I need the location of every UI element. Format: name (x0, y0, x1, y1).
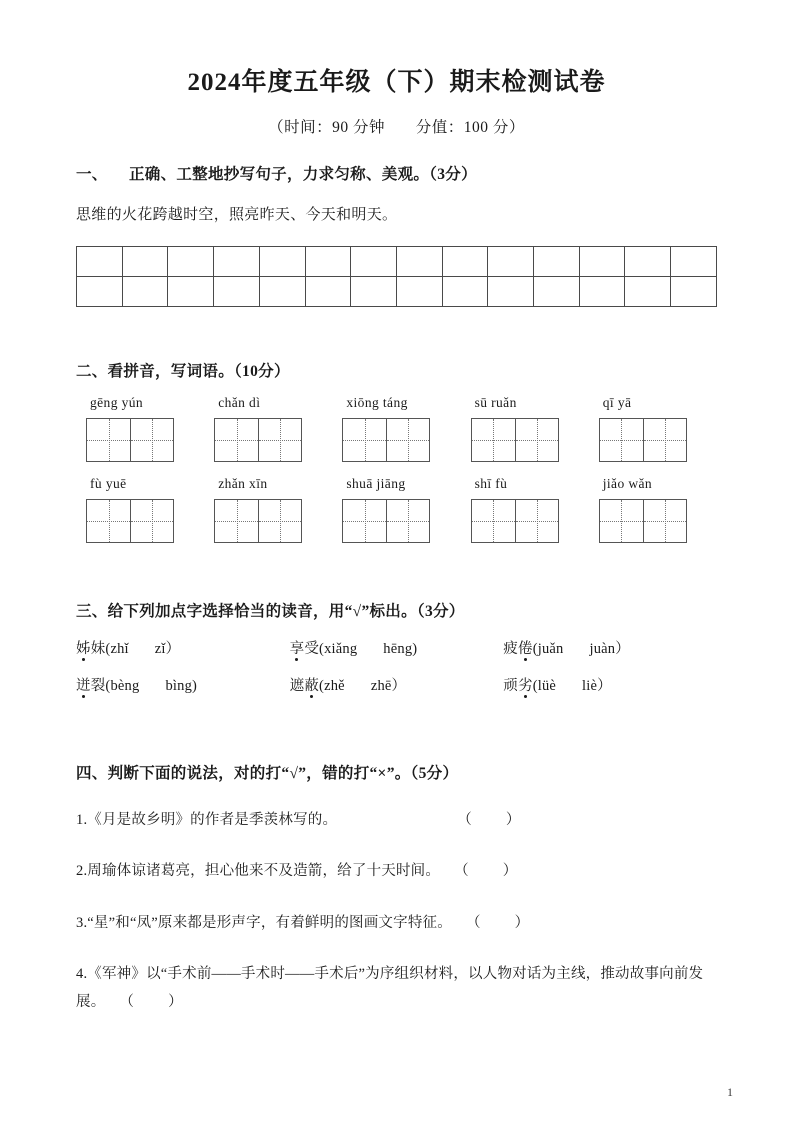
word-char: 妹 (90, 641, 106, 657)
pinyin-word-item (332, 476, 460, 543)
paren-close: ） (597, 678, 612, 694)
handwriting-grid-row (77, 277, 717, 307)
pronunciation-item[interactable] (290, 637, 504, 658)
character-box[interactable] (214, 418, 302, 462)
character-cell[interactable] (215, 419, 258, 461)
pronunciation-item[interactable] (503, 637, 717, 658)
handwriting-cell[interactable] (488, 247, 534, 277)
marked-char: 姊 (76, 637, 91, 658)
pinyin-label: chǎn dì (218, 395, 261, 410)
handwriting-cell[interactable] (77, 247, 123, 277)
pinyin-writing-area (76, 395, 717, 543)
pronunciation-item[interactable] (76, 637, 290, 658)
handwriting-cell[interactable] (168, 247, 214, 277)
section-4-heading: 四、判断下面的说法，对的打“√”，错的打“×”。（5分） (76, 765, 459, 782)
pinyin-label: xiōng táng (346, 395, 408, 410)
handwriting-cell[interactable] (442, 277, 488, 307)
word-char: 受 (304, 641, 320, 657)
paren-close: ） (165, 641, 181, 657)
statement-text: 周瑜体谅诸葛亮，担心他来不及造箭，给了十天时间。 (87, 863, 441, 880)
exam-total-score: 分值：100 分） (415, 119, 525, 136)
item-number: 1. (76, 812, 88, 828)
statement-text: 《军神》以“手术前——手术时——手术后”为序组织材料，以人物对话为主线，推动故事向前发展。 (76, 965, 704, 1011)
character-cell[interactable] (87, 500, 130, 542)
true-false-item[interactable] (76, 806, 717, 834)
paren-close: ） (391, 678, 407, 694)
pronunciation-option[interactable]: liè (582, 678, 598, 694)
character-cell[interactable] (472, 419, 515, 461)
statement-text: “星”和“凤”原来都是形声字，有着鲜明的图画文字特征。 (87, 914, 452, 931)
character-box[interactable] (342, 499, 430, 543)
handwriting-cell[interactable] (534, 277, 580, 307)
pinyin-label: gēng yún (90, 395, 144, 410)
paren-close: ） (615, 641, 630, 657)
pinyin-word-item (204, 476, 332, 543)
pinyin-label: fù yuē (90, 476, 127, 491)
exam-time: （时间：90 分钟 (268, 119, 385, 136)
true-false-item[interactable] (76, 909, 717, 937)
character-cell[interactable] (386, 500, 429, 542)
handwriting-cell[interactable] (625, 277, 671, 307)
pronunciation-option[interactable]: juàn (589, 641, 616, 657)
character-cell[interactable] (258, 419, 301, 461)
answer-blank[interactable]: （ ） (465, 914, 530, 931)
character-box[interactable] (86, 499, 174, 543)
marked-char: 享 (290, 637, 305, 658)
pinyin-label: shuā jiāng (346, 476, 406, 491)
section-1-sentence: 思维的火花跨越时空，照亮昨天、今天和明天。 (76, 207, 398, 223)
handwriting-cell[interactable] (77, 277, 123, 307)
handwriting-cell[interactable] (671, 277, 717, 307)
marked-char: 倦 (518, 637, 533, 658)
marked-char: 蔽 (304, 674, 319, 695)
pinyin-label: jiǎo wǎn (602, 476, 653, 491)
page-title: 2024年度五年级（下）期末检测试卷 (187, 69, 606, 96)
pinyin-word-item (76, 395, 204, 462)
pronunciation-option[interactable]: juǎn (537, 641, 564, 657)
marked-char: 劣 (518, 674, 533, 695)
character-cell[interactable] (87, 419, 130, 461)
pronunciation-item[interactable] (290, 674, 504, 695)
handwriting-grid[interactable] (76, 246, 717, 307)
pinyin-word-item (332, 395, 460, 462)
character-cell[interactable] (472, 500, 515, 542)
pinyin-row-2 (76, 476, 717, 543)
pronunciation-option[interactable]: zhě (324, 678, 345, 694)
pronunciation-item[interactable] (503, 674, 717, 695)
item-number: 3. (76, 914, 88, 931)
character-box[interactable] (599, 418, 687, 462)
pronunciation-item[interactable] (76, 674, 290, 695)
paren-open: ( (105, 678, 111, 694)
statement-text: 《月是故乡明》的作者是季羡林写的。 (87, 812, 338, 828)
character-box[interactable] (86, 418, 174, 462)
handwriting-cell[interactable] (259, 247, 305, 277)
true-false-item[interactable] (76, 857, 717, 885)
item-number: 4. (76, 965, 88, 982)
pronunciation-row-2 (76, 674, 717, 695)
marked-char: 迸 (76, 674, 91, 695)
pinyin-word-item (76, 476, 204, 543)
pinyin-word-item (461, 395, 589, 462)
pronunciation-option[interactable]: xiǎng (324, 641, 358, 657)
handwriting-cell[interactable] (214, 247, 260, 277)
handwriting-cell[interactable] (579, 247, 625, 277)
word-char: 疲 (503, 641, 518, 657)
handwriting-cell[interactable] (351, 247, 397, 277)
character-cell[interactable] (643, 419, 686, 461)
handwriting-cell[interactable] (488, 277, 534, 307)
pinyin-label: sū ruǎn (474, 395, 517, 410)
paren-open: ( (532, 678, 538, 694)
handwriting-cell[interactable] (122, 277, 168, 307)
pinyin-word-item (461, 476, 589, 543)
pronunciation-option[interactable]: zǐ (154, 641, 166, 657)
character-cell[interactable] (130, 500, 173, 542)
paren-open: ( (319, 641, 325, 657)
handwriting-cell[interactable] (579, 277, 625, 307)
handwriting-cell[interactable] (168, 277, 214, 307)
section-2-heading: 二、看拼音，写词语。（10分） (76, 363, 290, 380)
pinyin-label: zhǎn xīn (218, 476, 268, 491)
handwriting-cell[interactable] (534, 247, 580, 277)
handwriting-cell[interactable] (671, 247, 717, 277)
pronunciation-option[interactable]: bìng) (165, 678, 198, 694)
word-char: 遮 (289, 678, 305, 694)
character-box[interactable] (599, 499, 687, 543)
section-1-heading (76, 162, 717, 184)
character-cell[interactable] (600, 419, 643, 461)
pinyin-row-1 (76, 395, 717, 462)
section-3-heading: 三、给下列加点字选择恰当的读音，用“√”标出。（3分） (76, 603, 465, 620)
pronunciation-option[interactable]: lüè (537, 678, 557, 694)
character-cell[interactable] (343, 500, 386, 542)
pronunciation-row-1 (76, 637, 717, 658)
pinyin-label: shī fù (474, 476, 508, 491)
character-cell[interactable] (643, 500, 686, 542)
character-cell[interactable] (343, 419, 386, 461)
answer-blank[interactable]: （ ） (454, 863, 518, 880)
character-cell[interactable] (258, 500, 301, 542)
character-box[interactable] (214, 499, 302, 543)
answer-blank[interactable]: （ ） (457, 812, 521, 828)
word-char: 顽 (503, 678, 518, 694)
pinyin-label: qī yā (602, 395, 632, 410)
handwriting-cell[interactable] (305, 277, 351, 307)
answer-blank[interactable]: （ ） (119, 994, 183, 1011)
handwriting-cell[interactable] (305, 247, 351, 277)
character-cell[interactable] (215, 500, 258, 542)
pronunciation-option[interactable]: hēng) (383, 641, 418, 657)
character-cell[interactable] (515, 419, 558, 461)
section-1-heading-text: 正确、工整地抄写句子，力求匀称、美观。（3分） (128, 166, 477, 183)
paren-open: ( (105, 641, 111, 657)
page-number: 1 (727, 1085, 733, 1099)
character-cell[interactable] (130, 419, 173, 461)
handwriting-cell[interactable] (625, 247, 671, 277)
pronunciation-option[interactable]: zhē (370, 678, 392, 694)
pinyin-word-item (589, 395, 717, 462)
handwriting-cell[interactable] (396, 247, 442, 277)
pronunciation-option[interactable]: zhǐ (110, 641, 129, 657)
paren-open: ( (532, 641, 538, 657)
handwriting-cell[interactable] (122, 247, 168, 277)
character-box[interactable] (471, 418, 559, 462)
handwriting-grid-row (77, 247, 717, 277)
true-false-list (76, 806, 717, 1016)
exam-meta (76, 115, 717, 137)
character-box[interactable] (471, 499, 559, 543)
character-cell[interactable] (386, 419, 429, 461)
handwriting-cell[interactable] (442, 247, 488, 277)
handwriting-cell[interactable] (214, 277, 260, 307)
pinyin-word-item (589, 476, 717, 543)
item-number: 2. (76, 863, 88, 880)
handwriting-cell[interactable] (351, 277, 397, 307)
character-cell[interactable] (515, 500, 558, 542)
handwriting-cell[interactable] (259, 277, 305, 307)
paren-open: ( (319, 678, 325, 694)
pinyin-word-item (204, 395, 332, 462)
character-cell[interactable] (600, 500, 643, 542)
section-1-index: 一、 (76, 166, 108, 183)
word-char: 裂 (90, 678, 106, 694)
handwriting-cell[interactable] (396, 277, 442, 307)
true-false-item[interactable] (76, 960, 717, 1017)
pronunciation-option[interactable]: bèng (110, 678, 140, 694)
character-box[interactable] (342, 418, 430, 462)
